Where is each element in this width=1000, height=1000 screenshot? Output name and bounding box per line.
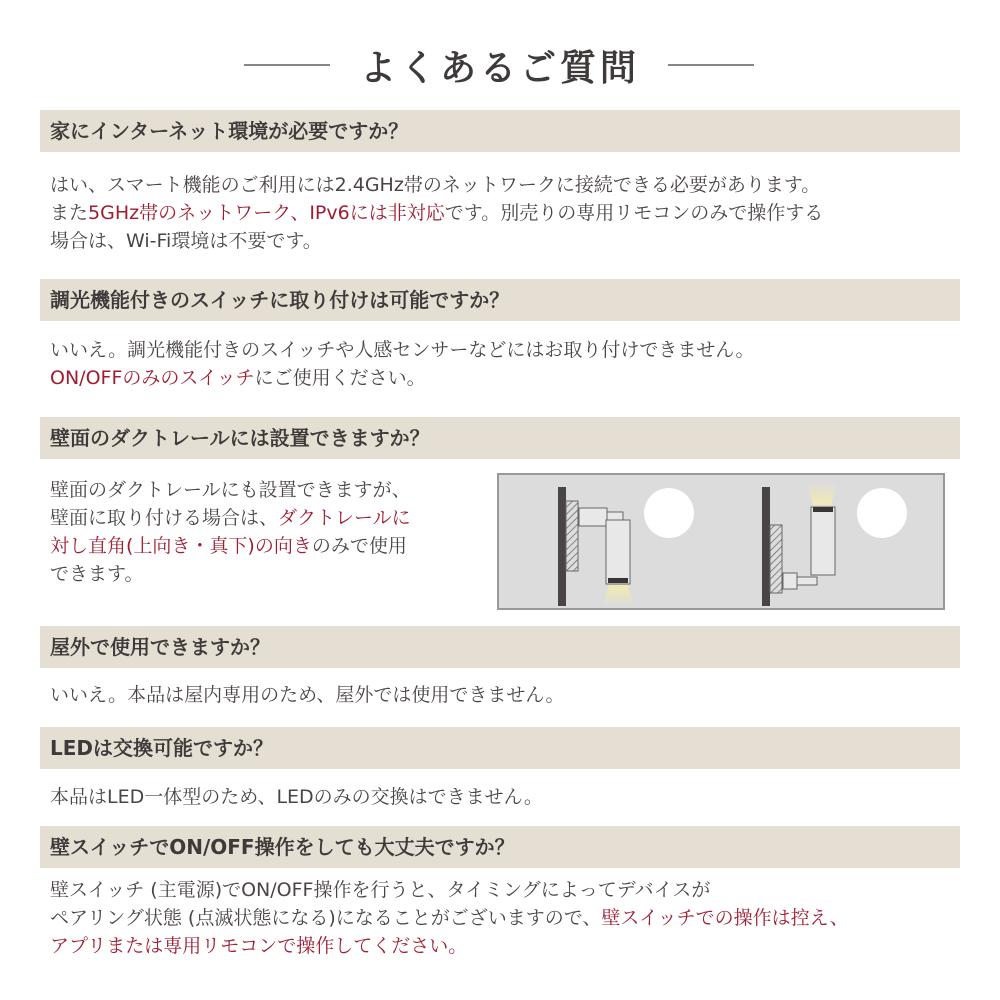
answer-line [50, 783, 543, 811]
faq-question: 壁面のダクトレールには設置できますか？ [40, 417, 960, 459]
highlighted-text: 5GHz帯のネットワーク、IPv6には非対応 [88, 202, 445, 224]
answer-line [50, 560, 411, 588]
highlighted-text: 壁スイッチでの操作は控え、 [601, 907, 849, 929]
down-label-badge [644, 488, 694, 538]
faq-answer [50, 681, 565, 709]
downward-mount-illustration [558, 487, 635, 606]
faq-answer [50, 476, 411, 588]
answer-text: いいえ。調光機能付きのスイッチや人感センサーなどにはお取り付けできません。 [50, 339, 755, 361]
answer-line [50, 364, 755, 392]
answer-line [50, 932, 849, 960]
faq-question: 家にインターネット環境が必要ですか？ [40, 110, 960, 152]
answer-text: はい、スマート機能のご利用には2.4GHz帯のネットワークに接続できる必要があります。 [50, 174, 821, 196]
answer-text: また [50, 202, 89, 224]
highlighted-text: 対し直角(上向き・真下)の向き [50, 535, 312, 557]
answer-text: です。別売りの専用リモコンのみで操作する [444, 202, 824, 224]
answer-text: 本品はLED一体型のため、LEDのみの交換はできません。 [50, 786, 543, 808]
answer-line [50, 904, 849, 932]
answer-line [50, 876, 849, 904]
title-rule-right [668, 64, 754, 66]
answer-line [50, 504, 411, 532]
answer-line [50, 199, 823, 227]
upward-mount-illustration [762, 483, 837, 606]
faq-answer [50, 336, 755, 392]
answer-text: 場合は、Wi-Fi環境は不要です。 [50, 230, 322, 252]
faq-answer [50, 783, 543, 811]
highlighted-text: ダクトレールに [278, 507, 411, 529]
answer-text: 壁面のダクトレールにも設置できますが、 [50, 479, 411, 501]
faq-answer [50, 171, 823, 255]
answer-text: 壁スイッチ (主電源)でON/OFF操作を行うと、タイミングによってデバイスが [50, 879, 711, 901]
faq-question: 壁スイッチでON/OFF操作をしても大丈夫ですか？ [40, 826, 960, 868]
answer-line [50, 336, 755, 364]
faq-question: 調光機能付きのスイッチに取り付けは可能ですか？ [40, 279, 960, 321]
answer-line [50, 227, 823, 255]
highlighted-text: アプリまたは専用リモコンで操作してください。 [50, 935, 468, 957]
answer-line [50, 476, 411, 504]
up-label-badge [857, 488, 907, 538]
answer-text: にご使用ください。 [254, 367, 426, 389]
highlighted-text: ON/OFFのみのスイッチ [50, 367, 255, 389]
answer-text: できます。 [50, 563, 144, 585]
answer-text: 壁面に取り付ける場合は、 [50, 507, 279, 529]
faq-question: 屋外で使用できますか？ [40, 626, 960, 668]
answer-line [50, 532, 411, 560]
answer-line [50, 171, 823, 199]
mounting-diagram [497, 473, 945, 610]
page-title: よくあるご質問 [359, 48, 640, 89]
answer-text: のみで使用 [311, 535, 407, 557]
faq-question: LEDは交換可能ですか？ [40, 727, 960, 769]
answer-text: ペアリング状態 (点滅状態になる)になることがございますので、 [50, 907, 602, 929]
answer-text: いいえ。本品は屋内専用のため、屋外では使用できません。 [50, 684, 565, 706]
answer-line [50, 681, 565, 709]
faq-answer [50, 876, 849, 960]
